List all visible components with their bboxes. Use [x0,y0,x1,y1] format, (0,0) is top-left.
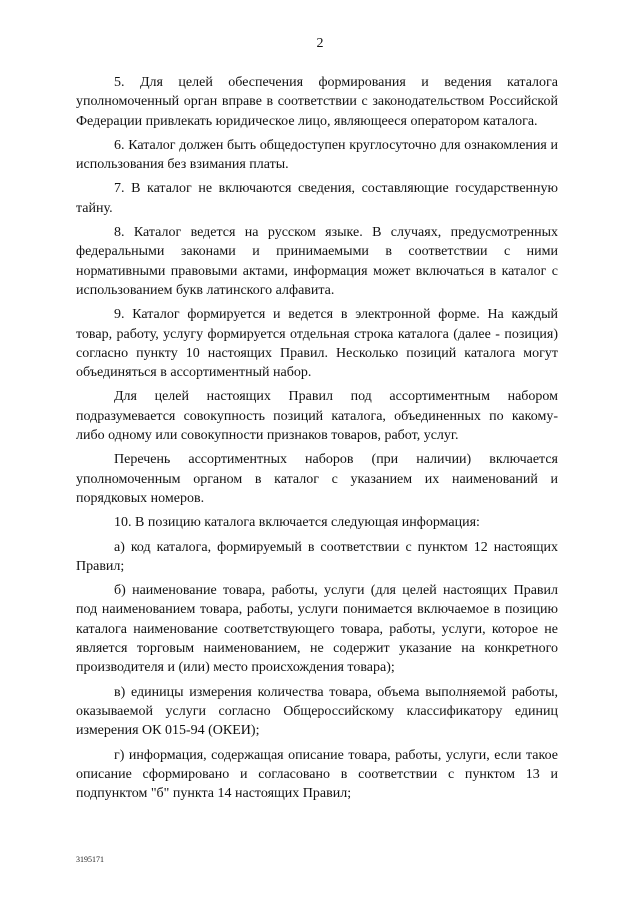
paragraph-item-10: 10. В позицию каталога включается следующая информация: [114,515,480,531]
subparagraph-g: г) информация, содержащая описание товара, работы, услуги, если такое описание сформировано и согласовано в соответствии с пунктом 13 и подпунктом "б" пункта 14 настоящих Правил; [76,747,558,802]
subparagraph-a: а) код каталога, формируемый в соответствии с пунктом 12 настоящих Правил; [76,539,558,574]
paragraph-assortment-list: Перечень ассортиментных наборов (при наличии) включается уполномоченным органом в каталог с указанием их наименований и порядковых номеров. [76,452,558,506]
subparagraph-b: б) наименование товара, работы, услуги (для целей настоящих Правил под наименованием товара, работы, услуги понимается включаемое в позицию каталога наименование соответствующего товара, работы, услуги, которое не является торговым наименованием, не содержит указание на конкретного производителя и (или) место происхождения товара); [76,583,558,676]
subparagraph-v: в) единицы измерения количества товара, объема выполняемой работы, оказываемой услуги согласно Общероссийскому классификатору единиц измерения ОК 015-94 (ОКЕИ); [76,684,558,739]
document-body [76,73,558,808]
paragraph-item-9: 9. Каталог формируется и ведется в электронной форме. На каждый товар, работу, услугу формируется отдельная строка каталога (далее - позиция) согласно пункту 10 настоящих Правил. Несколько позиций каталога могут объединяться в ассортиментный набор. [76,307,558,381]
document-code: 3195171 [76,855,104,864]
paragraph-item-8: 8. Каталог ведется на русском языке. В случаях, предусмотренных федеральными законами и принимаемыми в соответствии с ними нормативными правовыми актами, информация может включаться в каталог с использованием букв латинского алфавита. [76,225,558,298]
paragraph-assortment-definition: Для целей настоящих Правил под ассортиментным набором подразумевается совокупность позиций каталога, объединенных по какому-либо одному или совокупности признаков товаров, работ, услуг. [76,389,558,444]
paragraph-item-5: 5. Для целей обеспечения формирования и ведения каталога уполномоченный орган вправе в соответствии с законодательством Российской Федерации привлекать юридическое лицо, являющееся оператором каталога. [76,75,558,129]
page-number: 2 [316,36,324,51]
paragraph-item-7: 7. В каталог не включаются сведения, составляющие государственную тайну. [76,181,558,216]
paragraph-item-6: 6. Каталог должен быть общедоступен круглосуточно для ознакомления и использования без взимания платы. [76,137,558,173]
